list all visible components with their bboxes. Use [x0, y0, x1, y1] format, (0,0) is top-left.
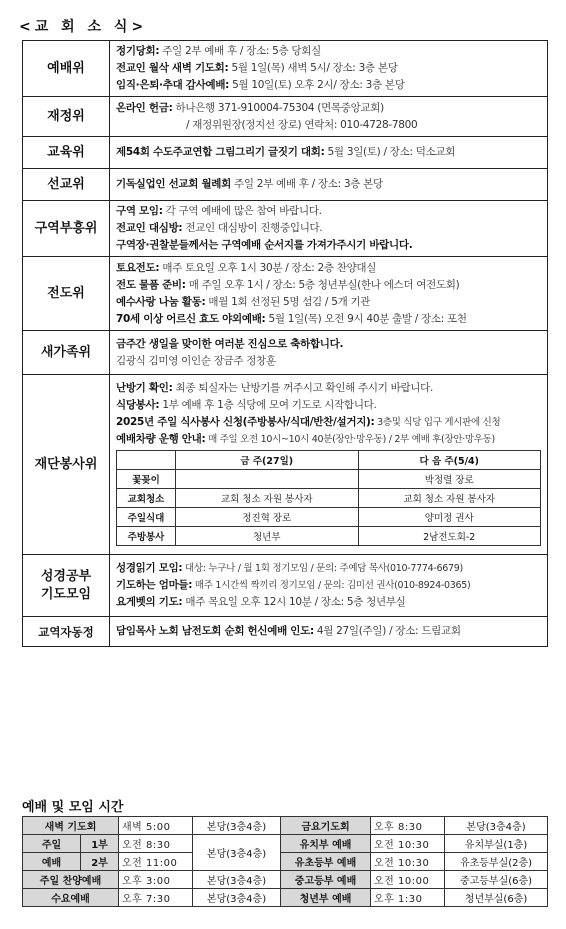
item-title: 정기당회:: [116, 45, 160, 57]
section-label: 전도위: [23, 257, 110, 331]
item-text: 매월 1회 선정된 5명 섬김 / 5개 기관: [205, 295, 371, 308]
section-label: 교육위: [23, 137, 110, 169]
section-label: 예배위: [23, 41, 110, 97]
item-text: / 재정위원장(정지선 장로) 연락처: 010-4728-7800: [186, 118, 418, 131]
duty-this-week: 정진혁 장로: [176, 508, 359, 527]
section-mission: [23, 169, 548, 201]
section-body: [110, 169, 548, 201]
duty-label: 교회청소: [117, 489, 176, 508]
schedule-label: 유치부 예배: [281, 835, 371, 853]
duty-next-week: 2남전도회-2: [358, 527, 541, 546]
item-text: 3층및 식당 입구 게시판에 신청: [374, 417, 501, 428]
section-interchurch: [23, 617, 548, 647]
schedule-label: 유초등부 예배: [281, 853, 371, 871]
item-title: 성경읽기 모임:: [116, 562, 183, 574]
item-text: 매주 1시간씩 짝끼리 정기모임 / 문의: 김미선 권사(010-8924-0365): [192, 580, 471, 591]
schedule-label: 주일 찬양예배: [23, 871, 119, 889]
item-title: 기도하는 엄마들:: [116, 579, 193, 591]
schedule-sublabel: 2부: [81, 853, 119, 871]
schedule-row: [23, 853, 548, 871]
item-title: 전교인 대심방:: [116, 222, 183, 234]
duty-row: [117, 489, 541, 508]
section-bible: [23, 555, 548, 617]
duty-header-this-week: 금 주(27일): [176, 451, 359, 470]
item-title: 구역 모임:: [116, 205, 163, 217]
item-title: 토요전도:: [116, 261, 160, 274]
item-title: 전도 물품 준비:: [116, 278, 186, 291]
item-text: 주일 2부 예배 후 / 장소: 5층 당회실: [159, 45, 321, 57]
section-body: [110, 257, 548, 331]
duty-this-week: 청년부: [176, 527, 359, 546]
schedule-time: 오후 1:30: [371, 889, 445, 907]
item-title: 임직·은퇴·추대 감사예배:: [116, 79, 230, 91]
item-text: 5월 1일(목) 새벽 5시/ 장소: 3층 본당: [228, 62, 398, 74]
schedule-label: 예배: [23, 853, 81, 871]
duty-this-week: 교회 청소 자원 봉사자: [176, 489, 359, 508]
schedule-time: 오전 8:30: [119, 835, 193, 853]
schedule-time: 오후 7:30: [119, 889, 193, 907]
item-text: 각 구역 예배에 많은 참여 바랍니다.: [162, 205, 322, 217]
item-title: 구역장·권찰분들께서는 구역예배 순서지를 가져가주시기 바랍니다.: [116, 239, 413, 251]
item-text: 전교인 대심방이 진행중입니다.: [182, 222, 323, 234]
section-label: 새가족위: [23, 331, 110, 375]
duty-header-next-week: 다 음 주(5/4): [358, 451, 541, 470]
item-title: 예수사랑 나눔 활동:: [116, 295, 206, 308]
schedule-place: 청년부실(6층): [445, 889, 548, 907]
item-title: 전교인 월삭 새벽 기도회:: [116, 62, 229, 74]
news-title: <교 회 소 식>: [19, 19, 148, 35]
duty-label: 꽃꽂이: [117, 470, 176, 489]
section-service: [23, 375, 548, 555]
item-title: 식당봉사:: [116, 399, 160, 411]
schedule-label: 금요기도회: [281, 817, 371, 835]
schedule-table: [22, 816, 548, 907]
section-label: 재단봉사위: [23, 375, 110, 555]
item-text: 주일 2부 예배 후 / 장소: 3층 본당: [230, 178, 383, 190]
duty-row: [117, 508, 541, 527]
schedule-label: 주일: [23, 835, 81, 853]
item-title: 요게벳의 기도:: [116, 596, 183, 608]
schedule-label: 새벽 기도회: [23, 817, 119, 835]
schedule-sublabel: 1부: [81, 835, 119, 853]
schedule-time: 오전 10:00: [371, 871, 445, 889]
section-label: 구역부흥위: [23, 201, 110, 257]
schedule-place: 본당(3층4층): [193, 835, 281, 871]
schedule-place: 본당(3층4층): [193, 871, 281, 889]
schedule-row: [23, 817, 548, 835]
section-family: [23, 331, 548, 375]
schedule-place: 본당(3층4층): [193, 889, 281, 907]
item-text: 매주 목요일 오후 12시 10분 / 장소: 5층 청년부실: [182, 596, 406, 608]
schedule-time: 오후 3:00: [119, 871, 193, 889]
item-text: 5월 10일(토) 오후 2시/ 장소: 3층 본당: [229, 79, 405, 91]
item-text: 5월 3일(토) / 장소: 덕소교회: [324, 146, 456, 158]
duty-row: [117, 470, 541, 489]
item-text: 매 주일 오전 10시~10시 40분(장안·망우동) / 2부 예배 후(장안·망우동): [205, 434, 495, 445]
item-title: 예배차량 운행 안내:: [116, 433, 206, 445]
schedule-time: 오전 11:00: [119, 853, 193, 871]
item-title: 제54회 수도주교연합 그림그리기 글짓기 대회:: [116, 146, 325, 158]
duty-next-week: 교회 청소 자원 봉사자: [358, 489, 541, 508]
section-body: [110, 331, 548, 375]
duty-next-week: 양미정 권사: [358, 508, 541, 527]
item-text: 매 주일 오후 1시 / 장소: 5층 청년부실(한나 에스더 여전도회): [185, 278, 460, 291]
section-label: 선교위: [23, 169, 110, 201]
schedule-place: 본당(3층4층): [445, 817, 548, 835]
schedule-time: 오전 10:30: [371, 835, 445, 853]
duty-header-blank: [117, 451, 176, 470]
duty-label: 주방봉사: [117, 527, 176, 546]
item-text: 김광식 김미영 이인순 장금주 정창훈: [116, 354, 276, 367]
item-text: 대상: 누구나 / 월 1회 정기모임 / 문의: 주예담 목사(010-7774-6679): [182, 563, 463, 574]
section-district: [23, 201, 548, 257]
item-text: 1부 예배 후 1층 식당에 모여 기도로 시작합니다.: [159, 399, 377, 411]
schedule-row: [23, 835, 548, 853]
schedule-place: 유치부실(1층): [445, 835, 548, 853]
duty-table: [116, 450, 541, 546]
section-label-line: 성경공부: [40, 568, 92, 584]
item-title: 담임목사 노회 남전도회 순회 헌신예배 인도:: [116, 625, 314, 637]
schedule-row: [23, 889, 548, 907]
duty-row: [117, 527, 541, 546]
item-title: 금주간 생일을 맞이한 여러분 진심으로 축하합니다.: [116, 337, 344, 350]
news-table: [22, 40, 548, 647]
schedule-label: 수요예배: [23, 889, 119, 907]
section-label: 교역자동정: [23, 617, 110, 647]
section-label-line: 기도모임: [40, 586, 92, 602]
item-title: 70세 이상 어르신 효도 야외예배:: [116, 312, 266, 325]
section-body: [110, 617, 548, 647]
item-title: 난방기 확인:: [116, 382, 173, 394]
item-title: 온라인 헌금:: [116, 101, 173, 114]
item-text: 하나은행 371-910004-75304 (면목중앙교회): [172, 101, 384, 114]
item-title: 2025년 주일 식사봉사 신청(주방봉사/식대/반찬/설거지):: [116, 416, 375, 428]
section-label: [23, 555, 110, 617]
section-body: [110, 375, 548, 555]
duty-next-week: 박정렬 장로: [358, 470, 541, 489]
item-text: 4월 27일(주일) / 장소: 드림교회: [313, 625, 461, 637]
schedule-time: 새벽 5:00: [119, 817, 193, 835]
section-body: [110, 41, 548, 97]
section-body: [110, 137, 548, 169]
section-worship: [23, 41, 548, 97]
schedule-time: 오전 10:30: [371, 853, 445, 871]
schedule-time: 오후 8:30: [371, 817, 445, 835]
item-text: 매주 토요일 오후 1시 30분 / 장소: 2층 찬양대실: [159, 261, 377, 274]
section-evangelism: [23, 257, 548, 331]
duty-this-week: [176, 470, 359, 489]
schedule-label: 중고등부 예배: [281, 871, 371, 889]
section-body: [110, 555, 548, 617]
section-label: 재정위: [23, 97, 110, 137]
schedule-place: 중고등부실(6층): [445, 871, 548, 889]
section-finance: [23, 97, 548, 137]
section-body: [110, 201, 548, 257]
schedule-place: 유초등부실(2층): [445, 853, 548, 871]
duty-label: 주일식대: [117, 508, 176, 527]
schedule-label: 청년부 예배: [281, 889, 371, 907]
section-education: [23, 137, 548, 169]
item-text: 5월 1일(목) 오전 9시 40분 출발 / 장소: 포천: [265, 312, 467, 325]
schedule-title: 예배 및 모임 시간: [22, 800, 124, 815]
schedule-place: 본당(3층4층): [193, 817, 281, 835]
item-text: 최종 퇴실자는 난방기를 꺼주시고 확인해 주시기 바랍니다.: [172, 382, 434, 394]
section-body: [110, 97, 548, 137]
schedule-row: [23, 871, 548, 889]
item-title: 기독실업인 선교회 월례회: [116, 178, 231, 190]
